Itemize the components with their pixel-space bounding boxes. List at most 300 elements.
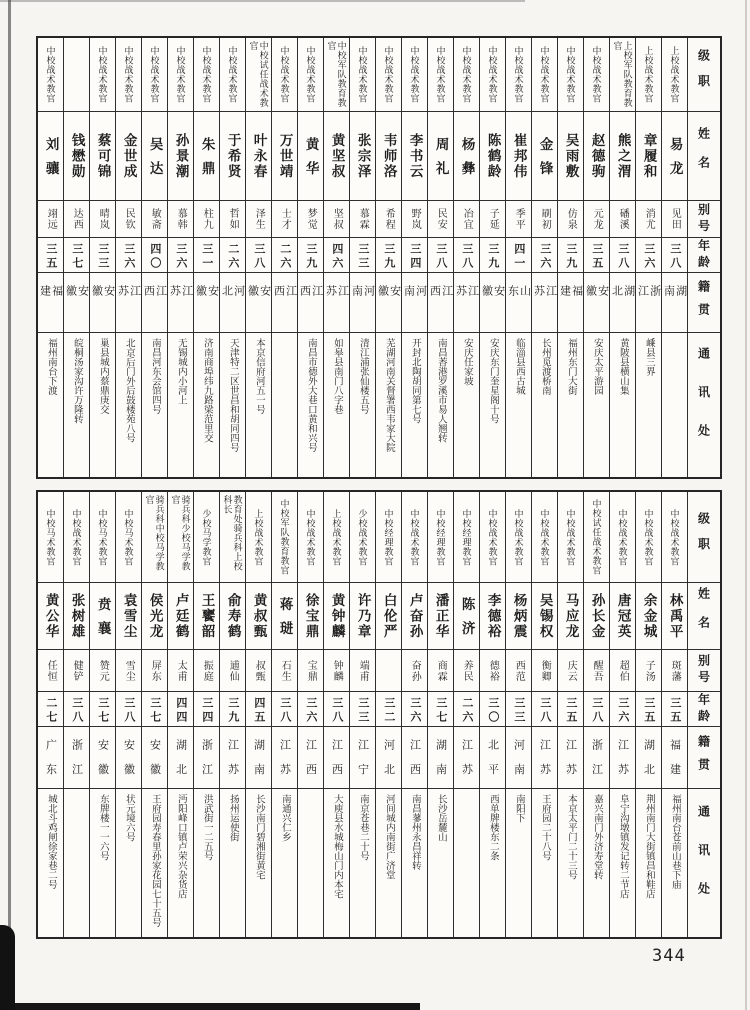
name-cell-text: 吴达 bbox=[147, 136, 163, 186]
scan-artifact-left-edge bbox=[8, 0, 11, 1010]
address-cell-text: 安庆太平游园 bbox=[591, 338, 603, 395]
name-cell bbox=[246, 583, 271, 650]
name-cell-text: 黄华 bbox=[303, 136, 319, 186]
name-cell bbox=[142, 112, 167, 201]
address-cell bbox=[90, 789, 115, 937]
address-cell bbox=[246, 333, 271, 477]
name-cell-text: 李德裕 bbox=[485, 592, 501, 640]
origin-cell-text: 河北 bbox=[382, 739, 395, 788]
header-origin-label-text: 籍贯 bbox=[696, 279, 711, 326]
rank-cell-text: 中校战术教官 bbox=[201, 46, 212, 103]
alias-cell bbox=[480, 201, 505, 238]
name-cell bbox=[402, 112, 427, 201]
rank-cell-text: 上校战术教官 bbox=[253, 508, 264, 566]
address-cell bbox=[402, 789, 427, 937]
rank-cell bbox=[116, 492, 141, 583]
age-cell bbox=[402, 238, 427, 273]
origin-cell bbox=[662, 727, 687, 789]
name-cell-text: 金世成 bbox=[121, 132, 137, 180]
person-column bbox=[219, 492, 245, 937]
rank-cell-text: 中校战术教官 bbox=[175, 46, 186, 103]
rank-cell-text: 教育处骑兵科上校科长 bbox=[222, 495, 243, 571]
address-cell bbox=[298, 789, 323, 937]
name-cell-text: 王饔韶 bbox=[199, 592, 215, 640]
origin-cell bbox=[636, 727, 661, 789]
origin-cell-text: 湖南 bbox=[662, 285, 687, 310]
age-cell bbox=[350, 692, 375, 727]
age-cell-text: 三五 bbox=[590, 242, 603, 271]
age-cell-text: 三五 bbox=[668, 696, 681, 725]
name-cell bbox=[662, 112, 687, 201]
age-cell bbox=[558, 692, 583, 727]
rank-cell bbox=[246, 38, 271, 112]
address-cell-text: 福州东门大街 bbox=[565, 338, 577, 395]
address-cell-text: 福州南台苍前山巷下庙 bbox=[669, 794, 681, 889]
alias-cell bbox=[90, 650, 115, 692]
age-cell-text: 三七 bbox=[70, 242, 83, 271]
alias-cell-text: 梦觉 bbox=[305, 208, 317, 230]
origin-cell bbox=[168, 727, 193, 789]
rank-cell-text: 骑兵科中校马学教官 bbox=[144, 495, 165, 571]
age-cell-text: 二六 bbox=[226, 242, 239, 271]
address-cell-text: 荆州南门大街镇昌和鞋店 bbox=[643, 794, 655, 899]
name-cell bbox=[194, 112, 219, 201]
rank-cell-text: 中校战术教官 bbox=[513, 508, 524, 566]
alias-cell-text: 季平 bbox=[513, 208, 525, 230]
address-cell-text: 长沙岳麓山 bbox=[435, 794, 447, 842]
origin-cell bbox=[90, 727, 115, 789]
alias-cell bbox=[428, 201, 453, 238]
origin-cell-text: 北平 bbox=[486, 739, 499, 788]
rank-cell bbox=[636, 38, 661, 112]
age-cell-text: 三六 bbox=[642, 242, 655, 271]
origin-cell bbox=[610, 727, 635, 789]
age-cell bbox=[532, 692, 557, 727]
alias-cell bbox=[142, 650, 167, 692]
rank-cell-text: 中校经理教官 bbox=[435, 508, 446, 566]
origin-cell bbox=[298, 727, 323, 789]
person-column bbox=[375, 492, 401, 937]
name-cell-text: 于希贤 bbox=[225, 132, 241, 180]
name-cell-text: 孙长金 bbox=[589, 592, 605, 640]
name-cell bbox=[532, 112, 557, 201]
address-cell-text: 南阳下 bbox=[513, 794, 525, 823]
name-cell bbox=[532, 583, 557, 650]
address-cell bbox=[38, 333, 63, 477]
origin-cell bbox=[116, 727, 141, 789]
origin-cell bbox=[272, 273, 297, 333]
alias-cell-text: 子延 bbox=[487, 208, 499, 230]
alias-cell bbox=[220, 650, 245, 692]
age-cell bbox=[558, 238, 583, 273]
rank-cell-text: 中校战术教官 bbox=[409, 46, 420, 103]
name-cell bbox=[350, 583, 375, 650]
header-alias-label-text: 别号 bbox=[696, 654, 711, 687]
age-cell-text: 三八 bbox=[330, 696, 343, 725]
alias-cell-text: 民安 bbox=[435, 208, 447, 230]
origin-cell bbox=[246, 273, 271, 333]
person-column bbox=[609, 492, 635, 937]
origin-cell bbox=[506, 273, 531, 333]
rank-cell bbox=[220, 38, 245, 112]
name-cell bbox=[142, 583, 167, 650]
age-cell bbox=[90, 692, 115, 727]
rank-cell bbox=[376, 38, 401, 112]
rank-cell bbox=[168, 492, 193, 583]
age-cell-text: 三六 bbox=[304, 696, 317, 725]
origin-cell bbox=[38, 273, 63, 333]
rank-cell bbox=[324, 38, 349, 112]
address-cell bbox=[64, 789, 89, 937]
person-column bbox=[453, 492, 479, 937]
address-cell bbox=[324, 333, 349, 477]
alias-cell bbox=[506, 650, 531, 692]
age-cell-text: 二七 bbox=[44, 696, 57, 725]
address-cell-text: 城北斗鸡闸徐家巷二号 bbox=[45, 794, 57, 889]
rank-cell-text: 中校试任战术教官 bbox=[591, 499, 602, 575]
rank-cell-text: 中校战术教官 bbox=[305, 46, 316, 103]
age-cell bbox=[298, 238, 323, 273]
person-column bbox=[349, 492, 375, 937]
origin-cell-text: 江西 bbox=[272, 285, 297, 310]
address-cell bbox=[142, 333, 167, 477]
name-cell bbox=[298, 112, 323, 201]
alias-cell-text: 端甫 bbox=[357, 659, 369, 682]
origin-cell-text: 河北 bbox=[220, 285, 245, 310]
age-cell-text: 三三 bbox=[96, 242, 109, 271]
alias-cell bbox=[38, 650, 63, 692]
name-cell-text: 黄叔甄 bbox=[251, 592, 267, 640]
rank-cell bbox=[454, 492, 479, 583]
alias-cell bbox=[506, 201, 531, 238]
name-cell-text: 张树雄 bbox=[69, 592, 85, 640]
person-column bbox=[427, 492, 453, 937]
header-rank-label bbox=[688, 38, 720, 112]
address-cell bbox=[454, 333, 479, 477]
name-cell-text: 袁雪尘 bbox=[121, 592, 137, 640]
age-cell bbox=[402, 692, 427, 727]
age-cell bbox=[610, 238, 635, 273]
alias-cell bbox=[584, 650, 609, 692]
alias-cell bbox=[220, 201, 245, 238]
alias-cell-text: 见田 bbox=[669, 208, 681, 230]
rank-cell-text: 中校战术教官 bbox=[513, 46, 524, 103]
address-cell-text: 清江浦张仙楼五号 bbox=[357, 338, 369, 414]
age-cell-text: 三五 bbox=[564, 696, 577, 725]
name-cell-text: 周礼 bbox=[433, 136, 449, 186]
age-cell-text: 三八 bbox=[434, 242, 447, 271]
age-cell-text: 四六 bbox=[330, 242, 343, 271]
person-column bbox=[245, 38, 271, 477]
origin-cell-text: 江苏 bbox=[226, 739, 239, 788]
rank-cell bbox=[90, 38, 115, 112]
alias-cell-text: 慕霖 bbox=[357, 208, 369, 230]
name-cell-text: 徐宝鼎 bbox=[303, 592, 319, 640]
age-cell-text: 四〇 bbox=[148, 242, 161, 271]
alias-cell bbox=[402, 650, 427, 692]
rank-cell-text: 上校战术教官 bbox=[643, 46, 654, 103]
rank-cell-text: 少校马学教官 bbox=[201, 508, 212, 566]
age-cell-text: 三八 bbox=[460, 242, 473, 271]
age-cell-text: 三七 bbox=[148, 696, 161, 725]
age-cell bbox=[64, 692, 89, 727]
rank-cell-text: 中校战术教官 bbox=[149, 46, 160, 103]
origin-cell bbox=[350, 273, 375, 333]
origin-cell-text: 安徽 bbox=[376, 285, 401, 310]
origin-cell bbox=[454, 273, 479, 333]
age-cell-text: 三六 bbox=[408, 696, 421, 725]
age-cell-text: 三六 bbox=[174, 242, 187, 271]
age-cell-text: 三八 bbox=[616, 242, 629, 271]
rank-cell bbox=[428, 38, 453, 112]
alias-cell bbox=[662, 201, 687, 238]
alias-cell bbox=[350, 201, 375, 238]
address-cell-text: 临淄县西古城 bbox=[513, 338, 525, 395]
origin-cell-text: 江苏 bbox=[564, 739, 577, 788]
origin-cell bbox=[454, 727, 479, 789]
name-cell-text: 黄坚叔 bbox=[329, 132, 345, 180]
person-column bbox=[167, 38, 193, 477]
header-age-label bbox=[688, 238, 720, 273]
person-column bbox=[297, 492, 323, 937]
alias-cell-text: 冶宜 bbox=[461, 208, 473, 230]
name-cell bbox=[194, 583, 219, 650]
rank-cell-text: 中校战术教官 bbox=[435, 46, 446, 103]
alias-cell-text: 西范 bbox=[513, 659, 525, 682]
rank-cell-text: 中校战术教官 bbox=[591, 46, 602, 103]
person-column bbox=[115, 492, 141, 937]
person-column bbox=[115, 38, 141, 477]
origin-cell bbox=[298, 273, 323, 333]
age-cell bbox=[428, 692, 453, 727]
age-cell bbox=[194, 238, 219, 273]
origin-cell-text: 安徽 bbox=[64, 285, 89, 310]
age-cell bbox=[662, 238, 687, 273]
origin-cell bbox=[532, 273, 557, 333]
origin-cell-text: 广东 bbox=[44, 739, 57, 788]
name-cell-text: 余金城 bbox=[641, 592, 657, 640]
name-cell bbox=[90, 583, 115, 650]
age-cell-text: 三八 bbox=[252, 242, 265, 271]
alias-cell-text: 赞元 bbox=[97, 659, 109, 682]
alias-cell-text: 士才 bbox=[279, 208, 291, 230]
rank-cell-text: 中校战术教官 bbox=[123, 46, 134, 103]
origin-cell bbox=[584, 727, 609, 789]
name-cell bbox=[506, 583, 531, 650]
name-cell-text: 蔡可锦 bbox=[95, 132, 111, 180]
origin-cell bbox=[64, 727, 89, 789]
scan-artifact-top-edge bbox=[0, 0, 525, 2]
rank-cell bbox=[298, 38, 323, 112]
alias-cell-text: 庆云 bbox=[565, 659, 577, 682]
name-cell-text: 贲襄 bbox=[95, 596, 111, 646]
rank-cell-text: 中校战术教官 bbox=[461, 46, 472, 103]
alias-cell bbox=[636, 650, 661, 692]
origin-cell bbox=[584, 273, 609, 333]
rank-cell bbox=[220, 492, 245, 583]
alias-cell-text: 晴岚 bbox=[97, 208, 109, 230]
age-cell bbox=[480, 238, 505, 273]
person-column bbox=[635, 38, 661, 477]
address-cell-text: 皖桐汤家沟许万隆转 bbox=[71, 338, 83, 424]
rank-cell bbox=[506, 38, 531, 112]
rank-cell-text: 中校战术教官 bbox=[227, 46, 238, 103]
rank-cell bbox=[532, 492, 557, 583]
name-cell bbox=[220, 583, 245, 650]
address-cell-text: 阜宁沟墩镇发记转二节店 bbox=[617, 794, 629, 899]
origin-cell bbox=[142, 727, 167, 789]
name-cell-text: 朱鼎 bbox=[199, 136, 215, 186]
address-cell bbox=[480, 333, 505, 477]
name-cell-text: 唐冠英 bbox=[615, 592, 631, 640]
name-cell bbox=[584, 112, 609, 201]
age-cell bbox=[246, 692, 271, 727]
person-column bbox=[297, 38, 323, 477]
origin-cell bbox=[324, 727, 349, 789]
origin-cell-text: 江苏 bbox=[324, 285, 349, 310]
origin-cell-text: 河南 bbox=[350, 285, 375, 310]
age-cell-text: 三七 bbox=[434, 696, 447, 725]
rank-cell-text: 上校军队教育教官 bbox=[612, 41, 633, 108]
age-cell bbox=[90, 238, 115, 273]
header-origin-label-text: 籍贯 bbox=[696, 734, 711, 781]
name-cell bbox=[428, 583, 453, 650]
rank-cell-text: 中校战术教官 bbox=[279, 46, 290, 103]
age-cell-text: 三一 bbox=[200, 242, 213, 271]
address-cell bbox=[116, 789, 141, 937]
person-column bbox=[609, 38, 635, 477]
origin-cell-text: 安徽 bbox=[122, 739, 135, 788]
age-cell bbox=[298, 692, 323, 727]
name-cell bbox=[636, 112, 661, 201]
name-cell-text: 马应龙 bbox=[563, 592, 579, 640]
name-cell-text: 崔邦伟 bbox=[511, 132, 527, 180]
age-cell-text: 四四 bbox=[174, 696, 187, 725]
address-cell-text: 本京太平门二十三号 bbox=[565, 794, 577, 880]
age-cell bbox=[506, 238, 531, 273]
name-cell bbox=[38, 112, 63, 201]
header-alias-label-text: 别号 bbox=[696, 202, 711, 236]
header-rank-label-text: 级职 bbox=[696, 511, 711, 563]
alias-cell bbox=[64, 650, 89, 692]
origin-cell bbox=[402, 727, 427, 789]
address-cell bbox=[506, 789, 531, 937]
age-cell bbox=[376, 692, 401, 727]
origin-cell-text: 福建 bbox=[558, 285, 583, 310]
name-cell bbox=[246, 112, 271, 201]
alias-cell bbox=[376, 650, 401, 692]
rank-cell bbox=[662, 492, 687, 583]
address-cell bbox=[142, 789, 167, 937]
alias-cell bbox=[298, 201, 323, 238]
name-cell-text: 孙景潮 bbox=[173, 132, 189, 180]
rank-cell bbox=[636, 492, 661, 583]
origin-cell bbox=[610, 273, 635, 333]
person-column bbox=[141, 38, 167, 477]
alias-cell-text: 消尤 bbox=[643, 208, 655, 230]
address-cell bbox=[532, 789, 557, 937]
address-cell bbox=[246, 789, 271, 937]
alias-cell-text: 养民 bbox=[461, 659, 473, 682]
rank-cell bbox=[610, 38, 635, 112]
name-cell bbox=[116, 583, 141, 650]
alias-cell bbox=[558, 201, 583, 238]
address-cell-text: 河间城内南街广济堂 bbox=[383, 794, 395, 880]
origin-cell-text: 江西 bbox=[304, 739, 317, 788]
age-cell bbox=[454, 238, 479, 273]
alias-cell-text: 哲如 bbox=[227, 208, 239, 230]
address-cell bbox=[194, 789, 219, 937]
name-cell bbox=[428, 112, 453, 201]
name-cell bbox=[558, 112, 583, 201]
alias-cell-text: 敏斋 bbox=[149, 208, 161, 230]
rank-cell bbox=[532, 38, 557, 112]
age-cell bbox=[272, 238, 297, 273]
age-cell bbox=[220, 692, 245, 727]
name-cell-text: 蒋琎 bbox=[277, 596, 293, 646]
name-cell bbox=[402, 583, 427, 650]
address-cell bbox=[532, 333, 557, 477]
name-cell bbox=[324, 112, 349, 201]
origin-cell-text: 湖南 bbox=[252, 739, 265, 788]
address-cell bbox=[480, 789, 505, 937]
page-number: 344 bbox=[652, 946, 686, 966]
address-cell-text: 南昌市德外大巷口黄和兴号 bbox=[305, 338, 317, 452]
person-column bbox=[401, 38, 427, 477]
header-name-label-text: 姓名 bbox=[696, 127, 711, 185]
rank-cell bbox=[584, 492, 609, 583]
origin-cell bbox=[662, 273, 687, 333]
person-column bbox=[193, 492, 219, 937]
alias-cell-text: 泽生 bbox=[253, 208, 265, 230]
rank-cell-text: 上校战术教官 bbox=[331, 508, 342, 566]
alias-cell-text: 超伯 bbox=[617, 659, 629, 682]
address-cell bbox=[194, 333, 219, 477]
origin-cell bbox=[350, 727, 375, 789]
origin-cell-text: 江苏 bbox=[616, 739, 629, 788]
origin-cell-text: 江西 bbox=[142, 285, 167, 310]
age-cell-text: 三八 bbox=[70, 696, 83, 725]
header-origin-label bbox=[688, 727, 720, 789]
person-column bbox=[505, 492, 531, 937]
address-cell-text: 安庆东门奎星阁十号 bbox=[487, 338, 499, 424]
rank-cell bbox=[558, 38, 583, 112]
person-column bbox=[375, 38, 401, 477]
origin-cell-text: 江西 bbox=[408, 739, 421, 788]
age-cell bbox=[584, 238, 609, 273]
alias-cell-text: 雪尘 bbox=[123, 659, 135, 682]
origin-cell-text: 浙江 bbox=[590, 739, 603, 788]
origin-cell bbox=[324, 273, 349, 333]
alias-cell bbox=[272, 650, 297, 692]
origin-cell bbox=[64, 273, 89, 333]
age-cell bbox=[662, 692, 687, 727]
name-cell-text: 许乃章 bbox=[355, 592, 371, 640]
alias-cell bbox=[532, 650, 557, 692]
origin-cell bbox=[220, 727, 245, 789]
name-cell-text: 万世靖 bbox=[277, 132, 293, 180]
origin-cell-text: 安徽 bbox=[96, 739, 109, 788]
person-column bbox=[583, 38, 609, 477]
name-cell-text: 刘骧 bbox=[43, 136, 59, 186]
origin-cell-text: 安徽 bbox=[148, 739, 161, 788]
name-cell-text: 吴锡权 bbox=[537, 592, 553, 640]
alias-cell bbox=[116, 650, 141, 692]
name-cell bbox=[454, 112, 479, 201]
person-column bbox=[63, 38, 89, 477]
rank-cell-text: 中校战术教官 bbox=[305, 508, 316, 566]
age-cell-text: 三八 bbox=[590, 696, 603, 725]
